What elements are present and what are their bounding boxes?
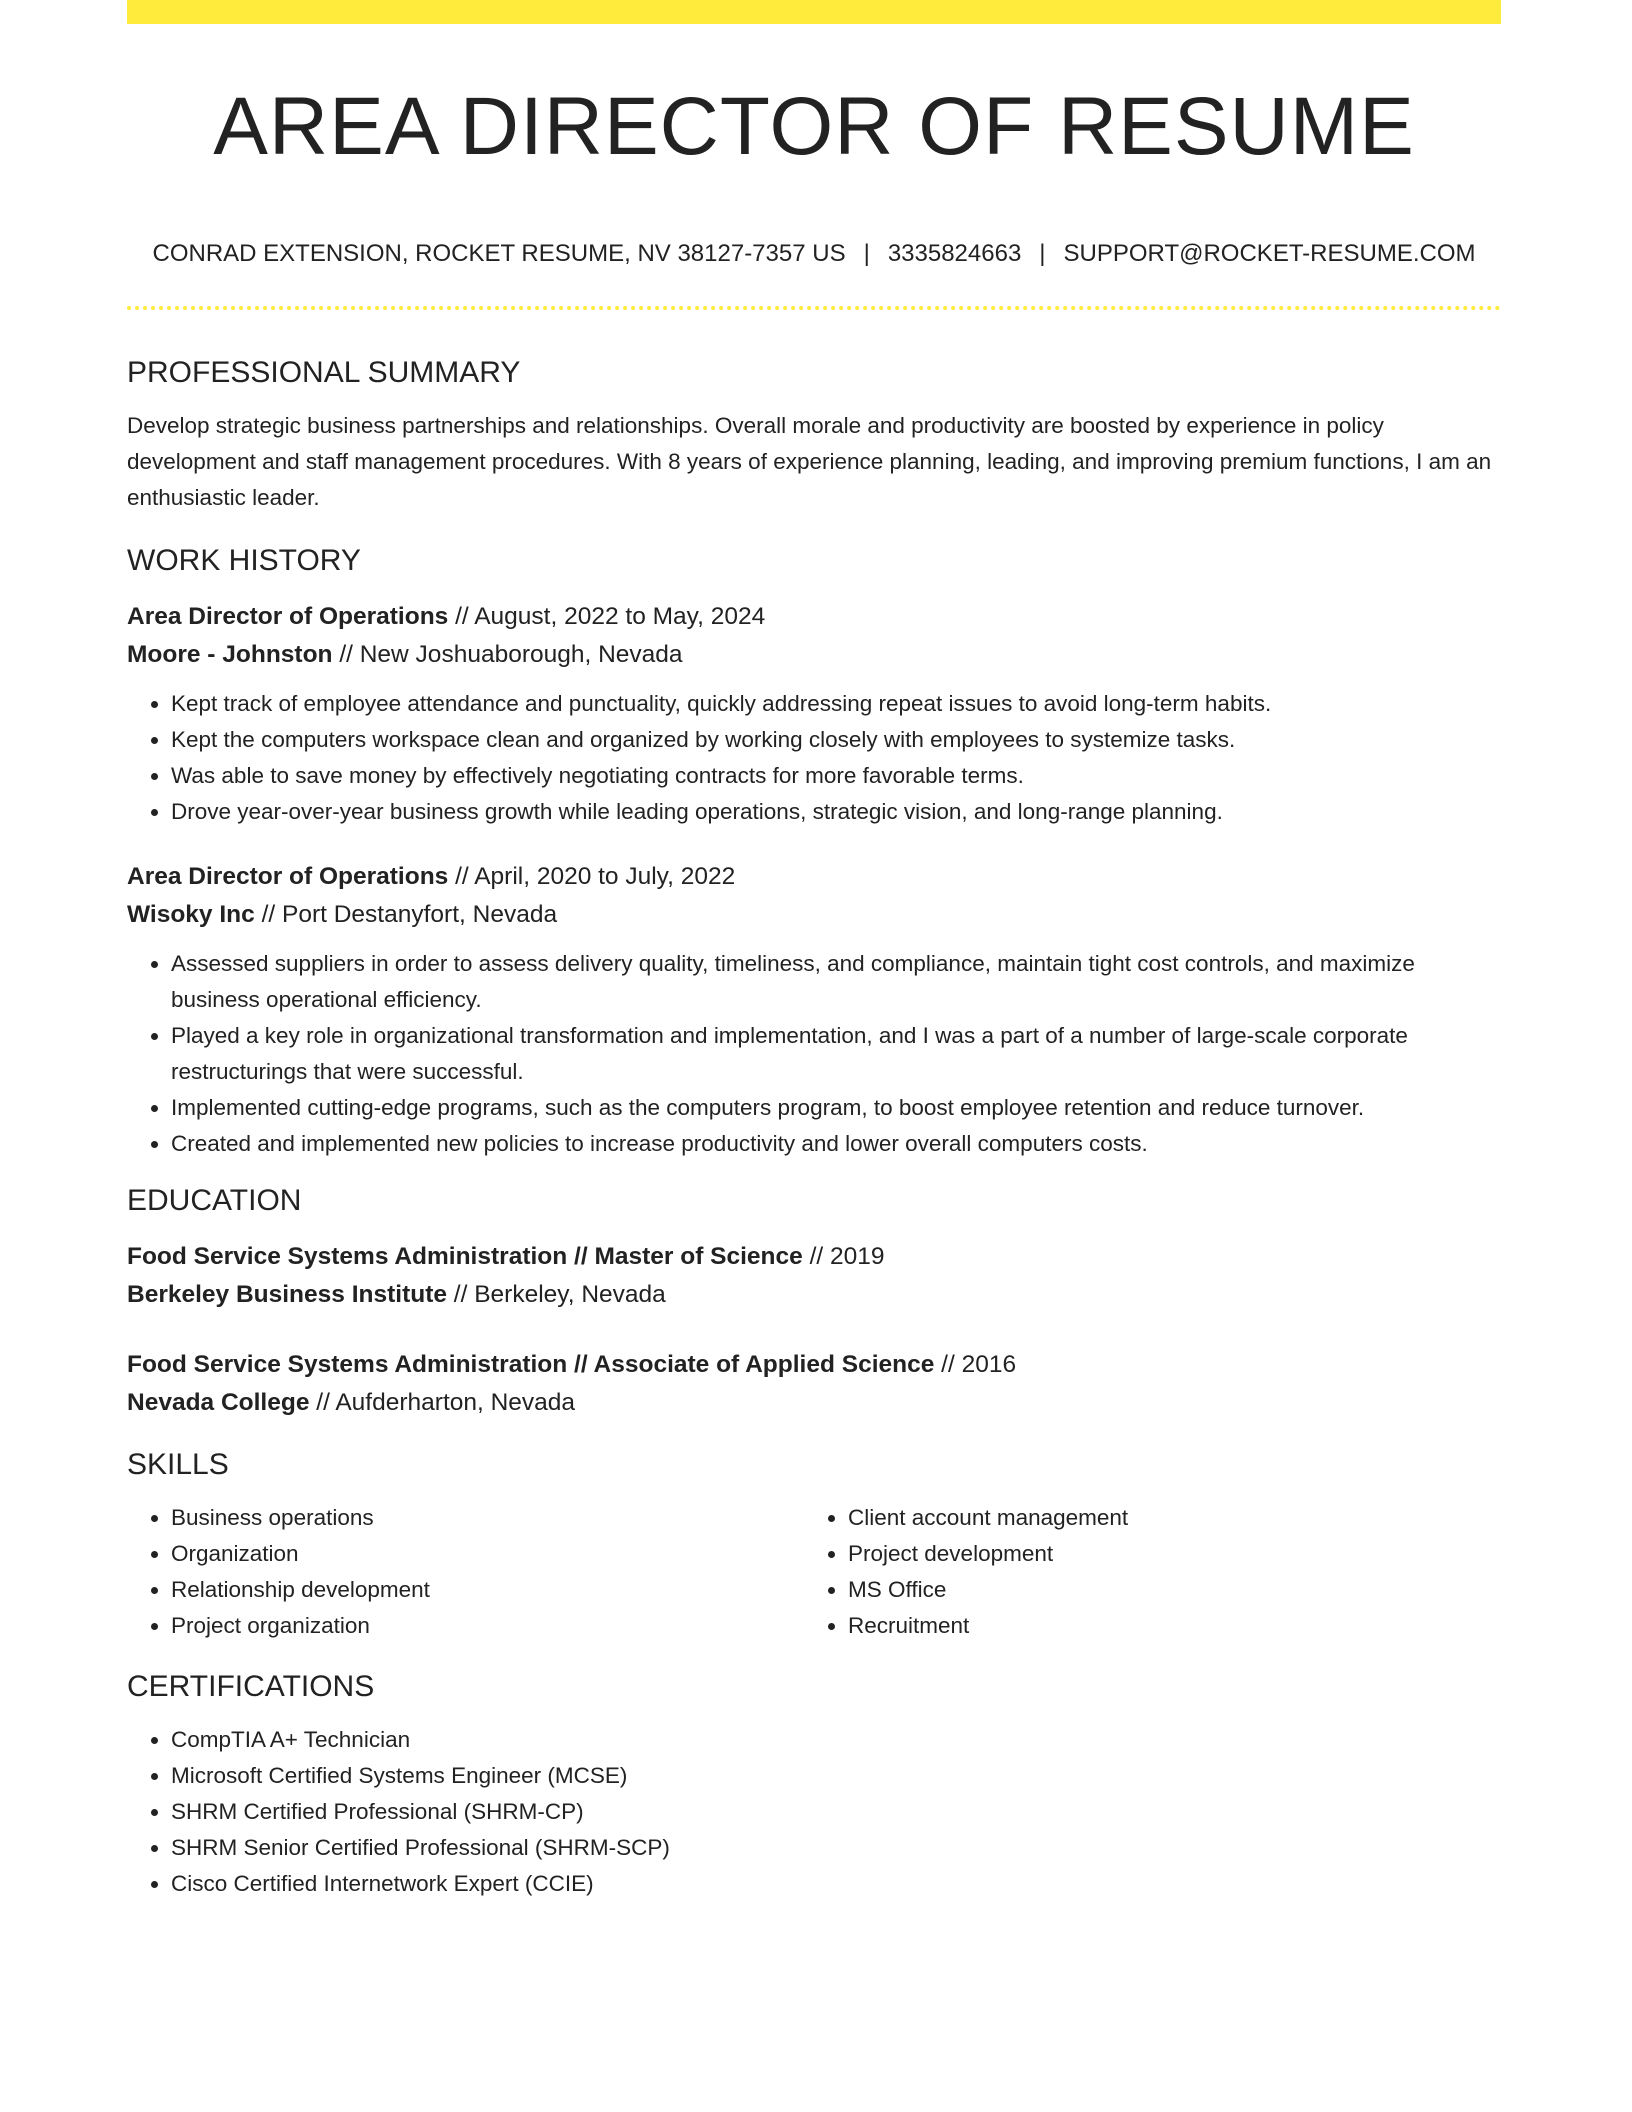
skill-item: • Organization	[171, 1536, 804, 1572]
education-section	[127, 1180, 1501, 1422]
skill-item: • Client account management	[848, 1500, 1481, 1536]
certifications-list	[127, 1722, 1501, 1902]
contact-address: CONRAD EXTENSION, ROCKET RESUME, NV 38127-7357 US	[152, 240, 846, 267]
summary-heading: PROFESSIONAL SUMMARY	[127, 356, 521, 389]
degree-name: Food Service Systems Administration // Master of Science	[127, 1243, 803, 1270]
skill-item: • Project organization	[171, 1608, 804, 1644]
school-name: Berkeley Business Institute	[127, 1281, 447, 1308]
job-title-line	[127, 858, 1501, 896]
skill-item: • Recruitment	[848, 1608, 1481, 1644]
education-entry	[127, 1346, 1501, 1422]
dotted-divider	[127, 306, 1501, 310]
school-location: // Aufderharton, Nevada	[309, 1389, 576, 1416]
contact-email: SUPPORT@ROCKET-RESUME.COM	[1063, 240, 1476, 267]
job-company: Moore - Johnston	[127, 641, 333, 668]
contact-separator: |	[1039, 240, 1046, 267]
degree-year: // 2016	[934, 1351, 1017, 1378]
certifications-heading: CERTIFICATIONS	[127, 1670, 375, 1703]
skill-item: • Project development	[848, 1536, 1481, 1572]
resume-content	[127, 352, 1501, 1902]
skills-grid	[127, 1486, 1501, 1644]
list-item: • Kept the computers workspace clean and organized by working closely with employees to systemize tasks.	[171, 722, 1501, 758]
job-entry	[127, 858, 1501, 1162]
degree-year: // 2019	[802, 1243, 885, 1270]
job-bullets	[127, 946, 1501, 1162]
school-line	[127, 1276, 1501, 1314]
contact-line	[127, 240, 1501, 268]
job-title-line	[127, 598, 1501, 636]
summary-text: Develop strategic business partnerships and relationships. Overall morale and productivity are boosted by experience in policy development and staff management procedures. With 8 years of experience planning, leading, and improving premium functions, I am an enthusiastic leader.	[127, 413, 1492, 510]
skill-item: • MS Office	[848, 1572, 1481, 1608]
list-item: • Played a key role in organizational transformation and implementation, and I was a part of a number of large-scale corporate restructurings that were successful.	[171, 1018, 1501, 1090]
certification-item: • SHRM Senior Certified Professional (SHRM-SCP)	[171, 1830, 1501, 1866]
job-company-line	[127, 636, 1501, 674]
list-item: • Implemented cutting-edge programs, such as the computers program, to boost employee retention and reduce turnover.	[171, 1090, 1501, 1126]
job-bullets	[127, 686, 1501, 830]
accent-top-bar	[127, 0, 1501, 24]
degree-line	[127, 1238, 1501, 1276]
skills-list-left	[127, 1500, 804, 1644]
contact-separator: |	[863, 240, 870, 267]
skill-item: • Business operations	[171, 1500, 804, 1536]
job-company-line	[127, 896, 1501, 934]
job-entry	[127, 598, 1501, 830]
list-item: • Kept track of employee attendance and punctuality, quickly addressing repeat issues to avoid long-term habits.	[171, 686, 1501, 722]
resume-name: AREA DIRECTOR OF RESUME	[213, 81, 1415, 172]
job-location: // New Joshuaborough, Nevada	[332, 641, 683, 668]
list-item: • Assessed suppliers in order to assess delivery quality, timeliness, and compliance, maintain tight cost controls, and maximize business operational efficiency.	[171, 946, 1501, 1018]
job-company: Wisoky Inc	[127, 901, 255, 928]
list-item: • Was able to save money by effectively negotiating contracts for more favorable terms.	[171, 758, 1501, 794]
job-role: Area Director of Operations	[127, 863, 449, 890]
job-dates: // August, 2022 to May, 2024	[448, 603, 766, 630]
list-item: • Drove year-over-year business growth while leading operations, strategic vision, and long-range planning.	[171, 794, 1501, 830]
job-role: Area Director of Operations	[127, 603, 449, 630]
summary-section	[127, 352, 1501, 516]
work-history-section	[127, 540, 1501, 1162]
skills-heading: SKILLS	[127, 1448, 229, 1481]
skills-section	[127, 1444, 1501, 1644]
education-heading: EDUCATION	[127, 1184, 302, 1217]
school-line	[127, 1384, 1501, 1422]
school-name: Nevada College	[127, 1389, 310, 1416]
certification-item: • SHRM Certified Professional (SHRM-CP)	[171, 1794, 1501, 1830]
job-location: // Port Destanyfort, Nevada	[254, 901, 558, 928]
certification-item: • Microsoft Certified Systems Engineer (MCSE)	[171, 1758, 1501, 1794]
contact-phone: 3335824663	[887, 240, 1022, 267]
certifications-section	[127, 1666, 1501, 1902]
degree-line	[127, 1346, 1501, 1384]
degree-name: Food Service Systems Administration // Associate of Applied Science	[127, 1351, 935, 1378]
education-entry	[127, 1238, 1501, 1314]
skills-list-right	[804, 1500, 1481, 1644]
work-history-heading: WORK HISTORY	[127, 544, 361, 577]
certification-item: • CompTIA A+ Technician	[171, 1722, 1501, 1758]
certification-item: • Cisco Certified Internetwork Expert (CCIE)	[171, 1866, 1501, 1902]
list-item: • Created and implemented new policies to increase productivity and lower overall computers costs.	[171, 1126, 1501, 1162]
skill-item: • Relationship development	[171, 1572, 804, 1608]
job-dates: // April, 2020 to July, 2022	[448, 863, 736, 890]
school-location: // Berkeley, Nevada	[446, 1281, 666, 1308]
